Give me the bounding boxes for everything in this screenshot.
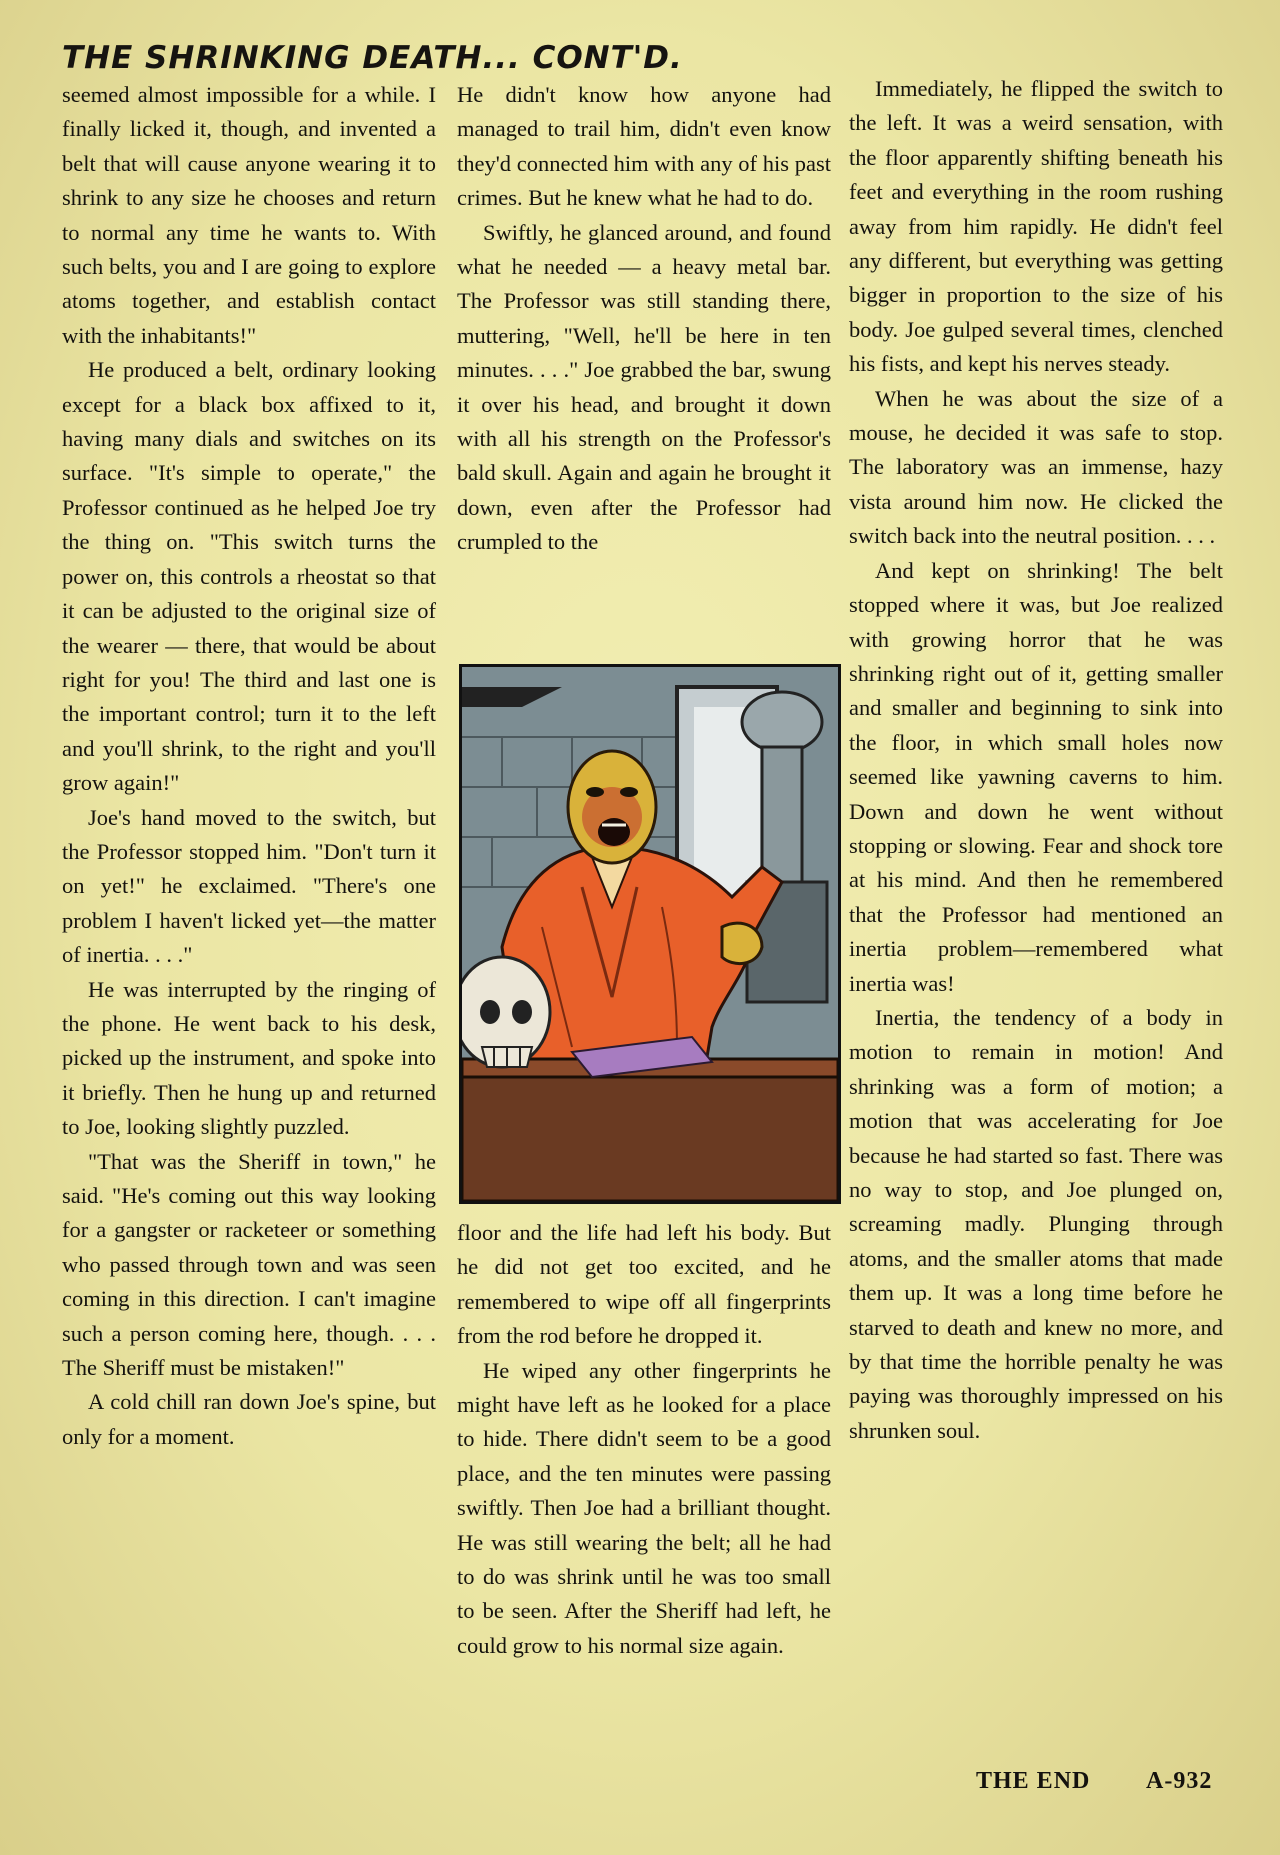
paragraph: floor and the life had left his body. But he did not get too excited, and he remembered to wipe off all fingerprints from the rod before he dropped it. <box>457 1220 831 1349</box>
professor-illustration <box>462 667 838 1201</box>
paragraph: Joe's hand moved to the switch, but the Professor stopped him. "Don't turn it on yet!" he exclaimed. "There's one problem I haven't licked yet—the matter of inertia. . . ." <box>62 804 436 968</box>
story-code: A-932 <box>1146 1768 1213 1794</box>
text-column-2-top <box>457 78 831 560</box>
paragraph: Swiftly, he glanced around, and found what he needed — a heavy metal bar. The Professor was still standing there, muttering, "Well, he'll be here in ten minutes. . . ." Joe grabbed the bar, swung it over his head, and brought it down with all his strength on the Professor's bald skull. Again and again he brought it down, even after the Professor had crumpled to the <box>457 219 831 555</box>
paragraph: He didn't know how anyone had managed to trail him, didn't even know they'd connected him with any of his past crimes. But he knew what he had to do. <box>457 82 831 211</box>
text-column-3 <box>849 72 1223 1448</box>
paragraph: And kept on shrinking! The belt stopped where it was, but Joe realized with growing horror that he was shrinking right out of it, getting smaller and smaller and beginning to sink into the floor, in which small holes now seemed like yawning caverns to him. Down and down he went without stopping or slowing. Fear and shock tore at his mind. And then he remembered that the Professor had mentioned an inertia problem—remembered what inertia was! <box>849 557 1223 996</box>
paragraph: A cold chill ran down Joe's spine, but only for a moment. <box>62 1389 436 1449</box>
paragraph: Inertia, the tendency of a body in motion to remain in motion! And shrinking was a form of motion; a motion that was accelerating for Joe because he had started so fast. There was no way to stop, and Joe plunged on, screaming madly. Plunging through atoms, and the smaller atoms that made them up. It was a long time before he starved to death and knew no more, and by that time the horrible penalty he was paying was thoroughly impressed on his shrunken soul. <box>849 1004 1223 1443</box>
paragraph: He produced a belt, ordinary looking except for a black box affixed to it, having many dials and switches on its surface. "It's simple to operate," the Professor continued as he helped Joe try the thing on. "This switch turns the power on, this controls a rheostat so that it can be adjusted to the original size of the wearer — there, that would be about right for you! The third and last one is the important control; turn it to the left and you'll shrink, to the right and you'll grow again!" <box>62 357 436 796</box>
paragraph: When he was about the size of a mouse, he decided it was safe to stop. The laboratory was an immense, hazy vista around him now. He clicked the switch back into the neutral position. . . . <box>849 385 1223 549</box>
text-column-1 <box>62 78 436 1454</box>
paragraph: He was interrupted by the ringing of the phone. He went back to his desk, picked up the instrument, and spoke into it briefly. Then he hung up and returned to Joe, looking slightly puzzled. <box>62 976 436 1140</box>
illustration-panel <box>459 664 841 1204</box>
paragraph: He wiped any other fingerprints he might have left as he looked for a place to hide. There didn't seem to be a good place, and the ten minutes were passing swiftly. Then Joe had a brilliant thought. He was still wearing the belt; all he had to do was shrink until he was too small to be seen. After the Sheriff had left, he could grow to his normal size again. <box>457 1357 831 1658</box>
paragraph: seemed almost impossible for a while. I finally licked it, though, and invented a belt that will cause anyone wearing it to shrink to any size he chooses and return to normal any time he wants to. With such belts, you and I are going to explore atoms together, and establish contact with the inhabitants!" <box>62 82 436 348</box>
text-column-2-bottom <box>457 1216 831 1663</box>
paragraph: Immediately, he flipped the switch to the left. It was a weird sensation, with the floor apparently shifting beneath his feet and everything in the room rushing away from him rapidly. He didn't feel any different, but everything was getting bigger in proportion to the size of his body. Joe gulped several times, clenched his fists, and kept his nerves steady. <box>849 76 1223 377</box>
paragraph: "That was the Sheriff in town," he said. "He's coming out this way looking for a gangster or racketeer or something who passed through town and was seen coming in this direction. I can't imagine such a person coming here, though. . . . The Sheriff must be mistaken!" <box>62 1148 436 1381</box>
page-title: THE SHRINKING DEATH... CONT'D. <box>62 40 683 76</box>
the-end-label: THE END <box>976 1768 1091 1794</box>
